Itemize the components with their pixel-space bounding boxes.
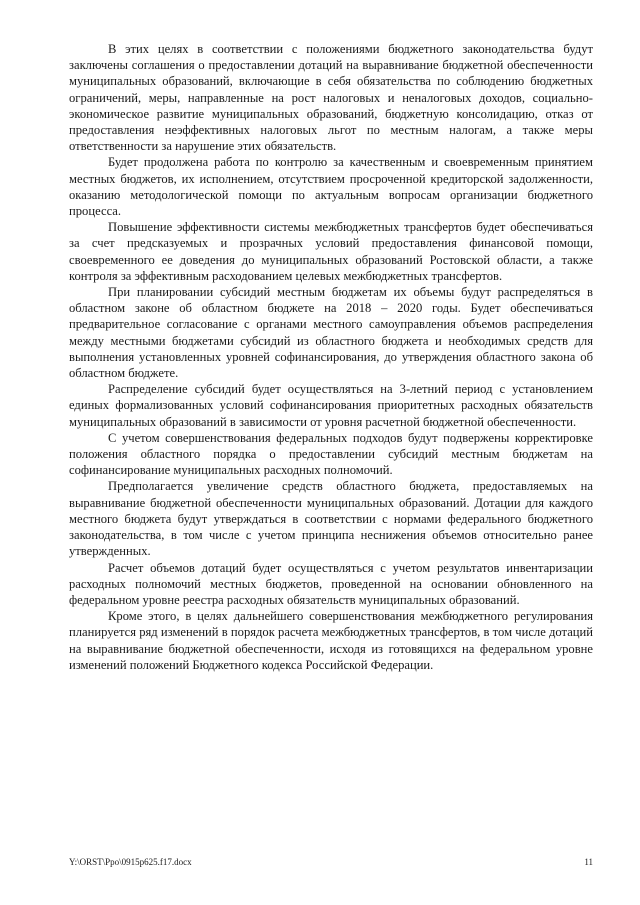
page-number: 11 [584,857,593,867]
paragraph-9: Кроме этого, в целях дальнейшего совершенствования межбюджетного регулирования планируется ряд изменений в порядок расчета межбюджетных трансфертов, в том числе дотаций на выравнивание бюджетной обеспеченности, исходя из готовящихся на федеральном уровне изменений положений Бюджетного кодекса Российской Федерации. [69,609,593,672]
paragraph-8: Расчет объемов дотаций будет осуществляться с учетом результатов инвентаризации расходных полномочий местных бюджетов, проведенной на основании обновленного на федеральном уровне реестра расходных обязательств муниципальных образований. [69,560,593,607]
paragraph-7: Предполагается увеличение средств областного бюджета, предоставляемых на выравнивание бюджетной обеспеченности муниципальных образований. Дотации для каждого местного бюджета будут утверждаться в соответствии с нормами федерального бюджетного законодательства, в том числе с учетом принципа неснижения объемов относительно ранее утвержденных. [69,479,593,559]
paragraph-3: Повышение эффективности системы межбюджетных трансфертов будет обеспечиваться за счет предсказуемых и прозрачных условий предоставления финансовой помощи, своевременного ее доведения до муниципальных образований Ростовской области, а также контроля за эффективным расходованием целевых межбюджетных трансфертов. [69,220,593,283]
paragraph-2: Будет продолжена работа по контролю за качественным и своевременным принятием местных бюджетов, их исполнением, отсутствием просроченной кредиторской задолженности, оказанию методологической помощи по актуальным вопросам организации бюджетного процесса. [69,155,593,219]
paragraph-4: При планировании субсидий местным бюджетам их объемы будут распределяться в областном законе об областном бюджете на 2018 – 2020 годы. Будет обеспечиваться предварительное согласование с органами местного самоуправления объемов распределения между местными бюджетами субсидий из областного бюджета и необходимых средств для выполнения установленных уровней софинансирования, до утверждения областного закона об областном бюджете. [69,285,593,381]
paragraph-1: В этих целях в соответствии с положениями бюджетного законодательства будут заключены соглашения о предоставлении дотаций на выравнивание бюджетной обеспеченности муниципальных образований, включающие в себя обязательства по соблюдению бюджетных ограничений, меры, направленные на рост налоговых и неналоговых доходов, социально-экономическое развитие муниципальных образований, бюджетную консолидацию, отказ от предоставления неэффективных налоговых льгот по местным налогам, а также меры ответственности за нарушение этих обязательств. [69,42,593,154]
paragraph-5: Распределение субсидий будет осуществляться на 3-летний период с установлением единых формализованных условий софинансирования приоритетных расходных обязательств муниципальных образований в зависимости от уровня расчетной бюджетной обеспеченности. [69,382,593,429]
document-body [69,41,593,673]
paragraph-6: С учетом совершенствования федеральных подходов будут подвержены корректировке положения областного порядка о предоставлении субсидий местным бюджетам на софинансирование муниципальных расходных полномочий. [69,430,593,478]
footer-file-path: Y:\ORST\Ppo\0915p625.f17.docx [69,857,192,867]
